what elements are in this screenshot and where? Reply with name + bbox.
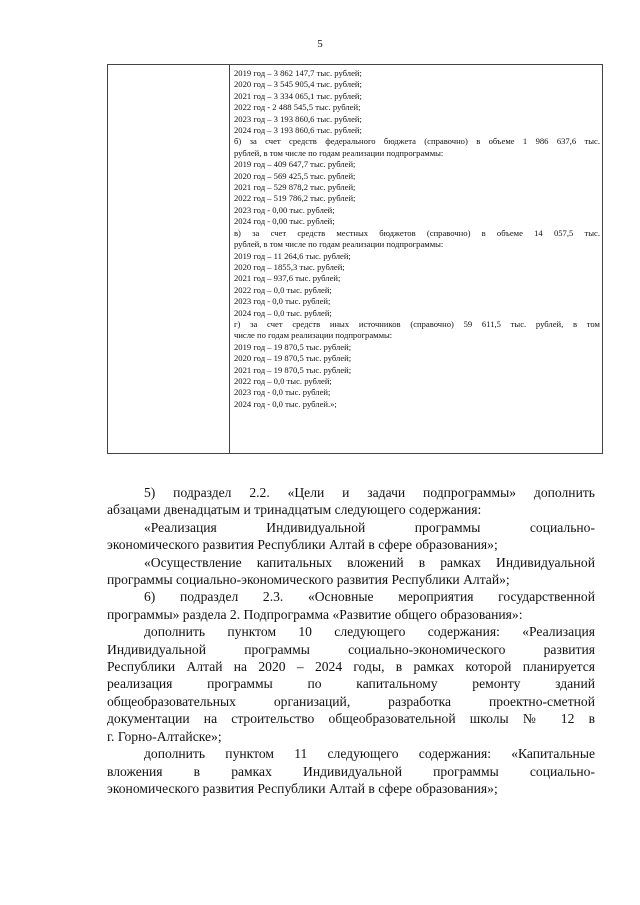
table-line: 2020 год – 569 425,5 тыс. рублей; xyxy=(234,170,356,181)
table-line: 2024 год - 0,00 тыс. рублей; xyxy=(234,216,335,227)
table-line: г) за счет средств иных источников (справочно) 59 611,5 тыс. рублей, в том xyxy=(234,318,600,329)
body-line: дополнить пунктом 10 следующего содержания: «Реализация xyxy=(144,624,595,640)
table-line: 2023 год - 0,0 тыс. рублей; xyxy=(234,387,331,398)
table-left-column xyxy=(108,65,230,453)
table-line: 2019 год – 19 870,5 тыс. рублей; xyxy=(234,341,352,352)
body-line: 6) подраздел 2.3. «Основные мероприятия государственной xyxy=(144,589,595,605)
body-line: общеобразовательных организаций, разработка проектно-сметной xyxy=(107,693,595,709)
body-line: «Реализация Индивидуальной программы социально- xyxy=(144,519,595,535)
body-line: абзацами двенадцатым и тринадцатым следующего содержания: xyxy=(107,502,482,518)
body-line: документации на строительство общеобразовательной школы № 12 в xyxy=(107,711,595,727)
table-line: 2019 год – 409 647,7 тыс. рублей; xyxy=(234,159,356,170)
table-line: 2019 год – 11 264,6 тыс. рублей; xyxy=(234,250,351,261)
body-line: 5) подраздел 2.2. «Цели и задачи подпрограммы» дополнить xyxy=(144,485,595,500)
body-line: программы» раздела 2. Подпрограмма «Развитие общего образования»: xyxy=(107,606,523,622)
body-line: экономического развития Республики Алтай в сфере образования»; xyxy=(107,780,498,796)
body-line: «Осуществление капитальных вложений в рамках Индивидуальной xyxy=(144,554,595,570)
table-line: рублей, в том числе по годам реализации подпрограммы: xyxy=(234,239,444,250)
table-line: 2023 год - 0,00 тыс. рублей; xyxy=(234,204,335,215)
body-line: экономического развития Республики Алтай в сфере образования»; xyxy=(107,537,498,553)
body-line: реализация программы по капитальному ремонту зданий xyxy=(107,676,595,692)
table-line: числе по годам реализации подпрограммы: xyxy=(234,330,393,341)
table-line: 2021 год – 19 870,5 тыс. рублей; xyxy=(234,364,352,375)
table-line: б) за счет средств федерального бюджета (справочно) в объеме 1 986 637,6 тыс. xyxy=(234,136,600,147)
body-line: Республики Алтай на 2020 – 2024 годы, в рамках которой планируется xyxy=(107,659,595,675)
table-line: 2021 год – 529 878,2 тыс. рублей; xyxy=(234,182,356,193)
document-body xyxy=(107,484,595,797)
table-line: рублей, в том числе по годам реализации подпрограммы: xyxy=(234,147,444,158)
table-line: в) за счет средств местных бюджетов (справочно) в объеме 14 057,5 тыс. xyxy=(234,227,600,238)
table-line: 2022 год – 519 786,2 тыс. рублей; xyxy=(234,193,356,204)
table-line: 2023 год – 3 193 860,6 тыс. рублей; xyxy=(234,113,362,124)
body-line: вложения в рамках Индивидуальной программы социально- xyxy=(107,763,595,779)
body-line: Индивидуальной программы социально-экономического развития xyxy=(107,641,595,657)
table-line: 2024 год – 0,0 тыс. рублей; xyxy=(234,307,332,318)
table-line: 2022 год - 2 488 545,5 тыс. рублей; xyxy=(234,102,361,113)
body-line: дополнить пунктом 11 следующего содержания: «Капитальные xyxy=(144,746,595,762)
table-line: 2022 год – 0,0 тыс. рублей; xyxy=(234,375,332,386)
table-line: 2020 год – 19 870,5 тыс. рублей; xyxy=(234,353,352,364)
table-line: 2024 год - 0,0 тыс. рублей.»; xyxy=(234,398,337,409)
table-line: 2021 год – 3 334 065,1 тыс. рублей; xyxy=(234,90,362,101)
table-line: 2024 год – 3 193 860,6 тыс. рублей; xyxy=(234,125,362,136)
body-line: г. Горно-Алтайске»; xyxy=(107,728,222,744)
table-line: 2022 год – 0,0 тыс. рублей; xyxy=(234,284,332,295)
table-line: 2020 год – 3 545 905,4 тыс. рублей; xyxy=(234,79,362,90)
table-line: 2019 год – 3 862 147,7 тыс. рублей; xyxy=(234,68,362,78)
table-line: 2023 год - 0,0 тыс. рублей; xyxy=(234,296,331,307)
funding-table xyxy=(107,64,603,454)
table-right-column xyxy=(234,68,600,410)
table-line: 2021 год – 937,6 тыс. рублей; xyxy=(234,273,341,284)
page-number: 5 xyxy=(317,38,323,50)
body-line: программы социально-экономического развития Республики Алтай»; xyxy=(107,572,510,588)
table-line: 2020 год – 1855,3 тыс. рублей; xyxy=(234,261,345,272)
